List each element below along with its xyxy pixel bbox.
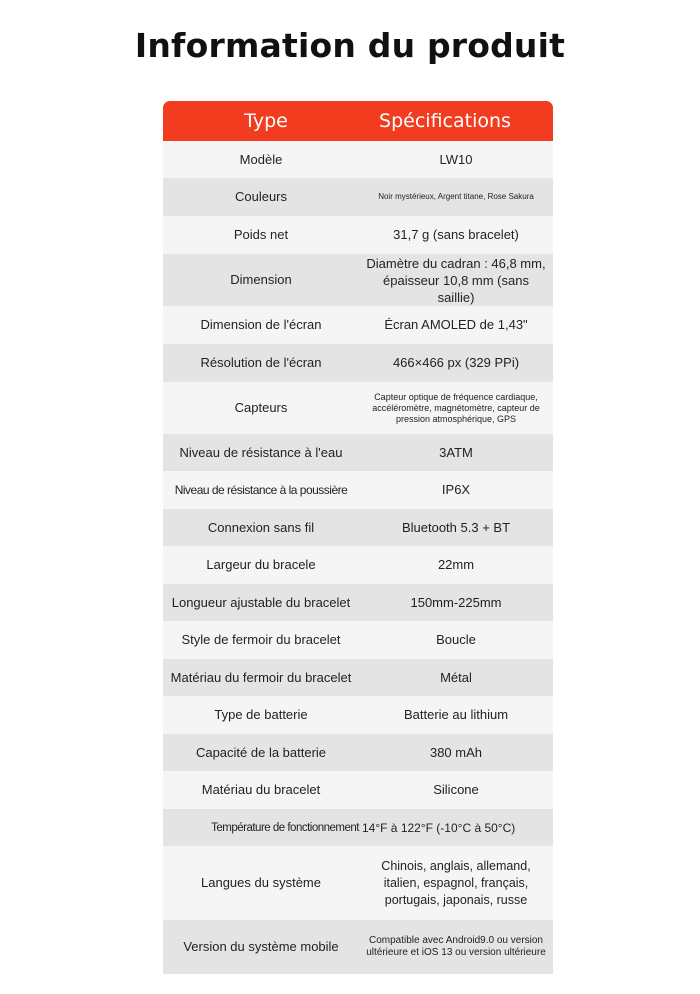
row-label: Longueur ajustable du bracelet — [163, 584, 359, 621]
spec-table — [163, 101, 553, 974]
row-value: 22mm — [359, 546, 553, 584]
row-value: Capteur optique de fréquence cardiaque, accéléromètre, magnétomètre, capteur de pression atmosphérique, GPS — [359, 382, 553, 434]
row-label: Matériau du fermoir du bracelet — [163, 659, 359, 696]
row-label: Connexion sans fil — [163, 509, 359, 546]
row-value: Chinois, anglais, allemand, italien, espagnol, français, portugais, japonais, russe — [359, 846, 553, 920]
table-row — [163, 382, 553, 434]
row-label: Langues du système — [163, 846, 359, 920]
row-value: 3ATM — [359, 434, 553, 471]
header-specifications: Spécifications — [359, 101, 553, 141]
row-value: IP6X — [359, 471, 553, 509]
row-value: Écran AMOLED de 1,43" — [359, 306, 553, 344]
page-title: Information du produit — [134, 26, 566, 65]
row-value: 380 mAh — [359, 734, 553, 771]
table-row — [163, 621, 553, 659]
table-row — [163, 546, 553, 584]
header-type: Type — [163, 101, 359, 141]
row-value: 466×466 px (329 PPi) — [359, 344, 553, 382]
row-value: Compatible avec Android9.0 ou version ultérieure et iOS 13 ou version ultérieure — [359, 920, 553, 974]
table-row — [163, 734, 553, 771]
row-label: Modèle — [163, 141, 359, 178]
row-label: Matériau du bracelet — [163, 771, 359, 809]
table-row — [163, 141, 553, 178]
table-row — [163, 584, 553, 621]
row-value: Bluetooth 5.3 + BT — [359, 509, 553, 546]
table-row — [163, 846, 553, 920]
row-label: Niveau de résistance à la poussière — [163, 471, 359, 509]
table-row — [163, 434, 553, 471]
row-value: Batterie au lithium — [359, 696, 553, 734]
row-label: Capteurs — [163, 382, 359, 434]
table-row — [163, 696, 553, 734]
row-label: Couleurs — [163, 178, 359, 216]
row-value: 14°F à 122°F (-10°C à 50°C) — [359, 809, 553, 846]
row-value: Diamètre du cadran : 46,8 mm, épaisseur 10,8 mm (sans saillie) — [359, 254, 553, 306]
row-label: Capacité de la batterie — [163, 734, 359, 771]
row-value: Métal — [359, 659, 553, 696]
row-label: Type de batterie — [163, 696, 359, 734]
table-row — [163, 254, 553, 306]
table-row — [163, 509, 553, 546]
row-value: 31,7 g (sans bracelet) — [359, 216, 553, 254]
row-label: Version du système mobile — [163, 920, 359, 974]
row-label: Style de fermoir du bracelet — [163, 621, 359, 659]
row-label: Dimension de l'écran — [163, 306, 359, 344]
table-row — [163, 771, 553, 809]
row-value: Noir mystérieux, Argent titane, Rose Sakura — [359, 178, 553, 216]
row-label: Résolution de l'écran — [163, 344, 359, 382]
row-label: Niveau de résistance à l'eau — [163, 434, 359, 471]
table-row — [163, 216, 553, 254]
row-value: LW10 — [359, 141, 553, 178]
table-row — [163, 659, 553, 696]
table-row — [163, 471, 553, 509]
row-label: Dimension — [163, 254, 359, 306]
row-label: Largeur du bracele — [163, 546, 359, 584]
row-value: Boucle — [359, 621, 553, 659]
table-row — [163, 306, 553, 344]
table-row — [163, 178, 553, 216]
table-header-row — [163, 101, 553, 141]
table-row — [163, 809, 553, 846]
table-row — [163, 344, 553, 382]
row-label: Température de fonctionnement — [163, 809, 359, 846]
row-value: 150mm-225mm — [359, 584, 553, 621]
table-row — [163, 920, 553, 974]
row-label: Poids net — [163, 216, 359, 254]
row-value: Silicone — [359, 771, 553, 809]
